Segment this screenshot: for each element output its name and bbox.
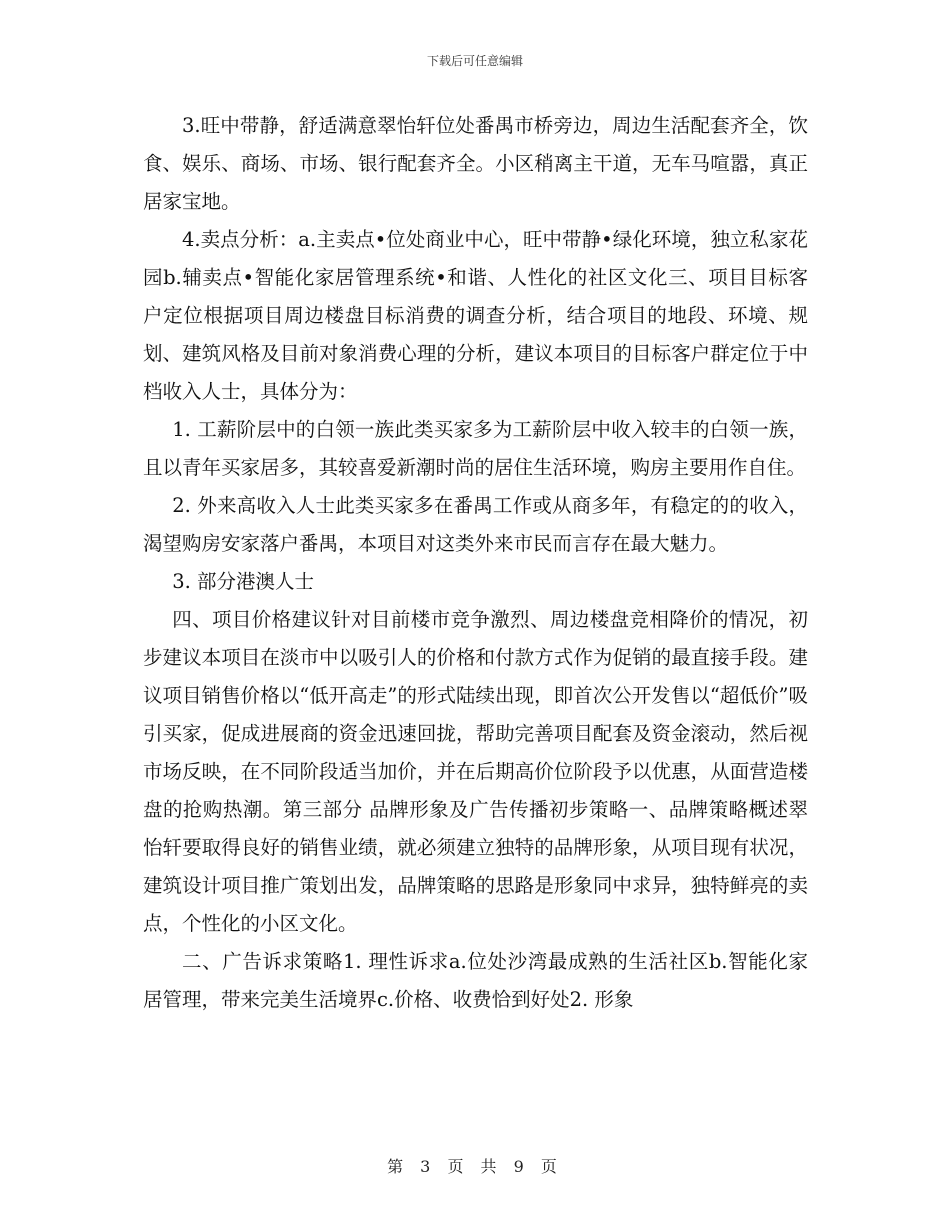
paragraph-pricing-brand: 四、项目价格建议针对目前楼市竞争激烈、周边楼盘竞相降价的情况，初步建议本项目在淡市中以吸引人的价格和付款方式作为促销的最直接手段。建议项目销售价格以“低开高走”的形式陆续出现，即首次公开发售以“超低价”吸引买家，促成进展商的资金迅速回拢，帮助完善项目配套及资金滚动，然后视市场反映，在不同阶段适当加价，并在后期高价位阶段予以优惠，从面营造楼盘的抢购热潮。第三部分 品牌形象及广告传播初步策略一、品牌策略概述翠怡轩要取得良好的销售业绩，就必须建立独特的品牌形象，从项目现有状况，建筑设计项目推广策划出发，品牌策略的思路是形象同中求异，独特鲜亮的卖点，个性化的小区文化。 (143, 608, 808, 935)
page-header-note: 下载后可任意编辑 (426, 54, 523, 68)
page-number: 第 3 页 共 9 页 (387, 1157, 563, 1176)
document-body (143, 107, 808, 1019)
paragraph-high-income: 2. 外来高收入人士此类买家多在番禺工作或从商多年，有稳定的的收入，渴望购房安家落户番禺，本项目对这类外来市民而言存在最大魅力。 (143, 494, 808, 555)
paragraph-selling-points: 4.卖点分析：a.主卖点•位处商业中心，旺中带静•绿化环境，独立私家花园b.辅卖点•智能化家居管理系统•和谐、人性化的社区文化三、项目目标客户定位根据项目周边楼盘目标消费的调查分析，结合项目的地段、环境、规划、建筑风格及目前对象消费心理的分析，建议本项目的目标客户群定位于中档收入人士，具体分为： (143, 228, 808, 403)
paragraph-living-convenience: 3.旺中带静，舒适满意翠怡轩位处番禺市桥旁边，周边生活配套齐全，饮食、娱乐、商场、市场、银行配套齐全。小区稍离主干道，无车马喧嚣，真正居家宝地。 (143, 114, 808, 213)
paragraph-ad-strategy: 二、广告诉求策略1. 理性诉求a.位处沙湾最成熟的生活社区b.智能化家居管理，带来完美生活境界c.价格、收费恰到好处2. 形象 (143, 950, 808, 1011)
paragraph-hk-macau: 3. 部分港澳人士 (172, 570, 315, 593)
paragraph-white-collar: 1. 工薪阶层中的白领一族此类买家多为工薪阶层中收入较丰的白领一族，且以青年买家居多，其较喜爱新潮时尚的居住生活环境，购房主要用作自住。 (143, 418, 808, 479)
